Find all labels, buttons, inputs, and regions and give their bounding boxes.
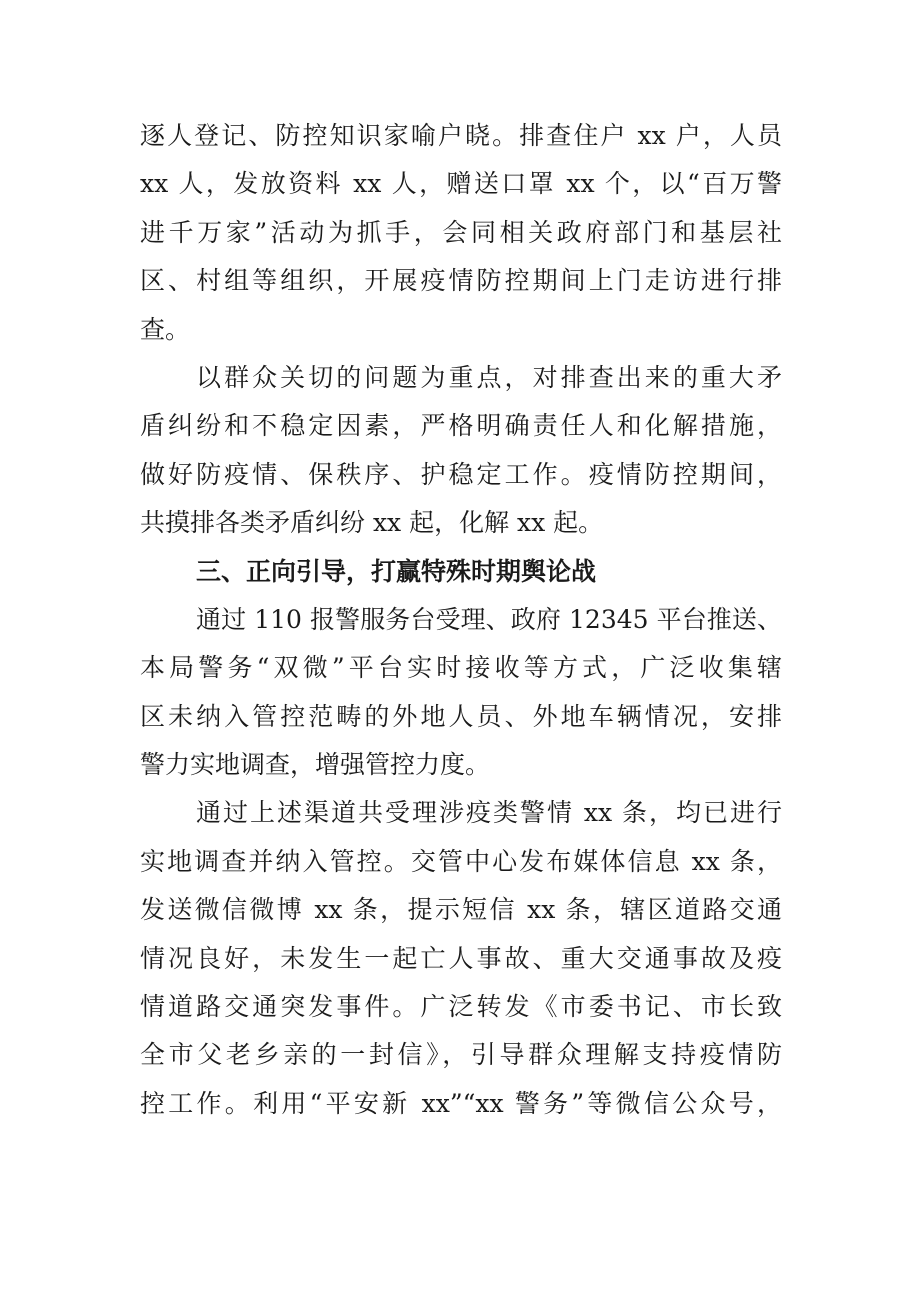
text-line: 警力实地调查，增强管控力度。 <box>140 750 491 780</box>
paragraph-3 <box>140 596 782 790</box>
text-line: 通过 110 报警服务台受理、政府 12345 平台推送、 <box>196 604 782 634</box>
text-line: 共摸排各类矛盾纠纷 xx 起，化解 xx 起。 <box>140 508 604 538</box>
text-line: 情况良好，未发生一起亡人事故、重大交通事故及疫 <box>140 943 782 973</box>
text-line: 情道路交通突发事件。广泛转发《市委书记、市长致 <box>140 992 782 1022</box>
paragraph-4 <box>140 789 782 1128</box>
document-body <box>140 112 782 1128</box>
text-line: xx 人，发放资料 xx 人，赠送口罩 xx 个，以“百万警 <box>140 169 782 199</box>
text-line: 以群众关切的问题为重点，对排查出来的重大矛 <box>196 362 782 392</box>
text-line: 实地调查并纳入管控。交管中心发布媒体信息 xx 条， <box>140 846 782 876</box>
text-line: 进千万家”活动为抓手，会同相关政府部门和基层社 <box>140 217 782 247</box>
text-line: 逐人登记、防控知识家喻户晓。排查住户 xx 户，人员 <box>140 121 782 150</box>
text-line: 全市父老乡亲的一封信》，引导群众理解支持疫情防 <box>140 1040 782 1070</box>
text-line: 发送微信微博 xx 条，提示短信 xx 条，辖区道路交通 <box>140 895 782 925</box>
text-line: 本局警务“双微”平台实时接收等方式，广泛收集辖 <box>140 653 782 683</box>
text-line: 控工作。利用“平安新 xx”“xx 警务”等微信公众号， <box>140 1088 782 1118</box>
paragraph-2 <box>140 354 782 548</box>
text-line: 查。 <box>140 314 191 344</box>
section-heading: 三、正向引导，打赢特殊时期舆论战 <box>196 556 597 586</box>
paragraph-1 <box>140 112 782 354</box>
text-line: 区未纳入管控范畴的外地人员、外地车辆情况，安排 <box>140 701 782 731</box>
text-line: 做好防疫情、保秩序、护稳定工作。疫情防控期间， <box>140 459 782 489</box>
text-line: 区、村组等组织，开展疫情防控期间上门走访进行排 <box>140 266 782 296</box>
text-line: 通过上述渠道共受理涉疫类警情 xx 条，均已进行 <box>196 798 782 828</box>
text-line: 盾纠纷和不稳定因素，严格明确责任人和化解措施， <box>140 411 782 441</box>
